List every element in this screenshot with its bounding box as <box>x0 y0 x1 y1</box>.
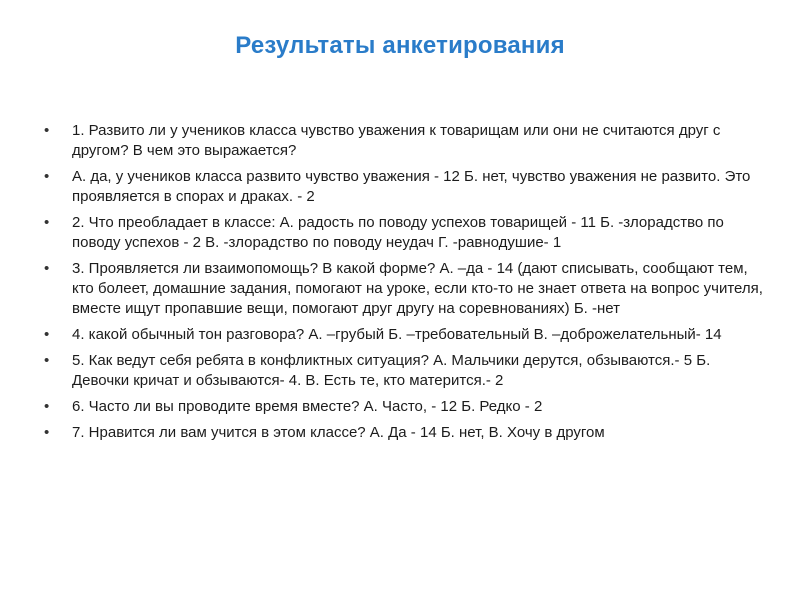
list-item-text: 3. Проявляется ли взаимопомощь? В какой форме? А. –да - 14 (дают списывать, сообщают тем, кто болеет, домашние задания, помогают на уроке, если кто-то не знает ответа на вопрос учителя, вместе ищут пропавшие вещи, помогают друг другу на соревнованиях) Б. -нет <box>72 260 763 317</box>
list-item <box>44 423 764 443</box>
survey-results-list <box>44 121 764 449</box>
list-item-text: 1. Развито ли у учеников класса чувство уважения к товарищам или они не считаются друг с другом? В чем это выражается? <box>72 122 721 159</box>
list-item-text: 6. Часто ли вы проводите время вместе? А. Часто, - 12 Б. Редко - 2 <box>72 398 543 415</box>
list-item <box>44 259 764 319</box>
bullet-icon: • <box>44 214 50 231</box>
bullet-icon: • <box>44 424 50 441</box>
bullet-icon: • <box>44 352 50 369</box>
bullet-icon: • <box>44 122 50 139</box>
list-item-text: 5. Как ведут себя ребята в конфликтных ситуация? А. Мальчики дерутся, обзываются.- 5 Б. Девочки кричат и обзываются- 4. В. Есть те, кто матерится.- 2 <box>72 352 711 389</box>
list-item <box>44 167 764 207</box>
list-item <box>44 351 764 391</box>
list-item <box>44 213 764 253</box>
bullet-icon: • <box>44 398 50 415</box>
list-item <box>44 325 764 345</box>
list-item-text: 4. какой обычный тон разговора? А. –грубый Б. –требовательный В. –доброжелательный- 14 <box>72 326 722 343</box>
list-item-text: 7. Нравится ли вам учится в этом классе? А. Да - 14 Б. нет, В. Хочу в другом <box>72 424 605 441</box>
list-item-text: А. да, у учеников класса развито чувство уважения - 12 Б. нет, чувство уважения не развито. Это проявляется в спорах и драках. - 2 <box>72 168 751 205</box>
list-item <box>44 121 764 161</box>
bullet-icon: • <box>44 326 50 343</box>
bullet-icon: • <box>44 260 50 277</box>
list-item-text: 2. Что преобладает в классе: А. радость по поводу успехов товарищей - 11 Б. -злорадство по поводу успехов - 2 В. -злорадство по поводу неудач Г. -равнодушие- 1 <box>72 214 724 251</box>
slide-title: Результаты анкетирования <box>235 32 565 59</box>
bullet-icon: • <box>44 168 50 185</box>
list-item <box>44 397 764 417</box>
